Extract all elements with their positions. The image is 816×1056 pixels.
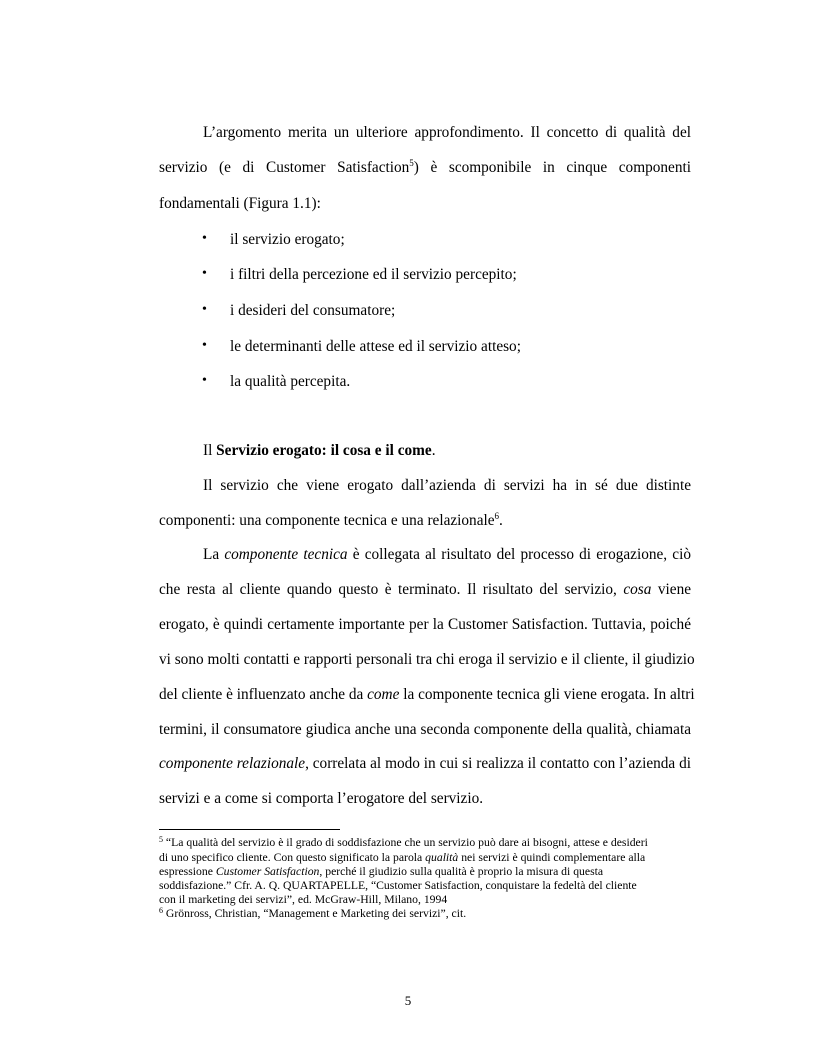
list-item: la qualità percepita.: [230, 373, 351, 390]
p3-line-7: componente relazionale, correlata al modo in cui si realizza il contatto con l’azienda di: [159, 755, 691, 772]
bullet-marker: •: [202, 302, 207, 317]
page-number: 5: [404, 993, 412, 1008]
intro-line-2: servizio (e di Customer Satisfaction$^5$) è scomponibile in cinque componenti: [159, 158, 691, 176]
p3-line-6: termini, il consumatore giudica anche una seconda componente della qualità, chiamata: [159, 721, 691, 738]
list-item: i desideri del consumatore;: [230, 302, 396, 319]
footnote-5-line-1: $^5$ “La qualità del servizio è il grado di soddisfazione che un servizio può dare ai bisogni, attese e desideri: [159, 835, 648, 849]
intro-line-3: fondamentali (Figura 1.1):: [159, 195, 321, 212]
p3-line-2: che resta al cliente quando questo è terminato. Il risultato del servizio, cosa viene: [159, 581, 692, 598]
intro-line-1: L’argomento merita un ulteriore approfondimento. Il concetto di qualità del: [203, 124, 691, 141]
p3-line-3: erogato, è quindi certamente importante per la Customer Satisfaction. Tuttavia, poiché: [159, 616, 691, 633]
p2-line-2: componenti: una componente tecnica e una relazionale$^6$.: [159, 511, 503, 529]
footnote-ref-5: 5: [409, 158, 414, 168]
list-item: i filtri della percezione ed il servizio percepito;: [230, 266, 517, 283]
bullet-marker: •: [202, 231, 207, 246]
section-heading-bold: Servizio erogato: il cosa e il come: [216, 442, 432, 459]
p3-line-5: del cliente è influenzato anche da come la componente tecnica gli viene erogata. In altri: [159, 686, 695, 703]
footnote-5-line-5: con il marketing dei servizi”, ed. McGraw-Hill, Milano, 1994: [159, 893, 448, 906]
list-item: il servizio erogato;: [230, 231, 345, 248]
p2-line-1: Il servizio che viene erogato dall’azienda di servizi ha in sé due distinte: [203, 477, 691, 494]
footnote-6: $^6$ Grönross, Christian, “Management e Marketing dei servizi”, cit.: [159, 906, 467, 920]
p3-line-8: servizi e a come si comporta l’erogatore del servizio.: [159, 790, 484, 807]
p3-line-4: vi sono molti contatti e rapporti personali tra chi eroga il servizio e il cliente, il giudizio: [159, 651, 695, 668]
footnote-5-line-3: espressione Customer Satisfaction, perché il giudizio sulla qualità è proprio la misura di questa: [159, 865, 604, 878]
footnote-separator: [159, 829, 340, 830]
p3-line-1: La componente tecnica è collegata al risultato del processo di erogazione, ciò: [203, 546, 691, 563]
bullet-marker: •: [202, 338, 207, 353]
footnote-ref-6: 6: [494, 511, 500, 521]
section-heading: Il Servizio erogato: il cosa e il come.: [203, 442, 436, 459]
list-item: le determinanti delle attese ed il servizio atteso;: [230, 338, 521, 355]
footnote-5-line-4: soddisfazione.” Cfr. A. Q. QUARTAPELLE, “Customer Satisfaction, conquistare la fedeltà del cliente: [159, 879, 637, 892]
bullet-marker: •: [202, 266, 207, 281]
footnote-5-line-2: di uno specifico cliente. Con questo significato la parola qualità nei servizi è quindi complementare alla: [159, 851, 646, 864]
bullet-marker: •: [202, 373, 207, 388]
